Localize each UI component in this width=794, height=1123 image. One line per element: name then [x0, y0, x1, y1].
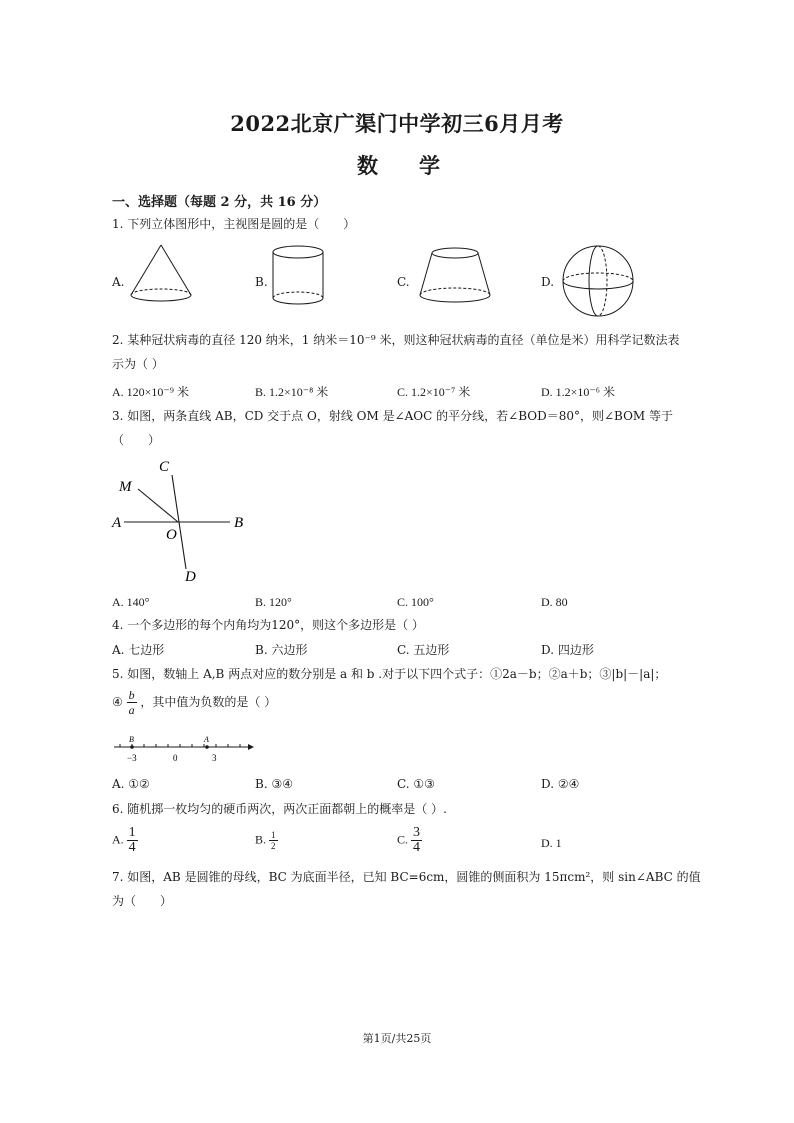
q5-fraction	[127, 688, 137, 717]
q1-option-c: C.	[397, 275, 410, 289]
question-6: 6. 随机掷一枚均匀的硬币两次，两次正面都朝上的概率是（ ）.	[112, 802, 447, 816]
q6-option-a-den: 4	[128, 840, 136, 855]
q6-option-b-den: 2	[271, 841, 276, 851]
section-heading: 一、选择题（每题 2 分，共 16 分）	[112, 195, 327, 210]
q3-option-a: A. 140°	[112, 595, 150, 609]
q4-option-d: D. 四边形	[541, 643, 594, 657]
q6-option-c	[397, 826, 422, 855]
q5-option-b: B. ③④	[255, 777, 293, 791]
q5-item-4-marker: ④	[112, 695, 123, 709]
q6-option-b	[255, 830, 278, 851]
subject-char-2: 学	[419, 153, 440, 178]
label-b: B	[234, 515, 244, 531]
label-m: M	[119, 479, 132, 495]
cone-figure	[126, 243, 196, 305]
question-2-line-1: 2. 某种冠状病毒的直径 120 纳米，1 纳米＝10⁻⁹ 米，则这种冠状病毒的直径（单位是米）用科学记数法表	[112, 333, 680, 347]
q5-option-d: D. ②④	[541, 777, 580, 791]
question-3-line-1: 3. 如图，两条直线 AB，CD 交于点 O，射线 OM 是∠AOC 的平分线，若∠BOD＝80°，则∠BOM 等于	[112, 409, 674, 423]
q1-option-b: B.	[255, 275, 268, 289]
label-o: O	[166, 527, 177, 543]
q6-option-c-prefix: C.	[397, 832, 409, 847]
question-4: 4. 一个多边形的每个内角均为120°，则这个多边形是（ ）	[112, 618, 424, 632]
subject-char-1: 数	[357, 153, 378, 178]
q5-fraction-denominator: a	[128, 703, 135, 717]
q4-option-c: C. 五边形	[397, 643, 450, 657]
q6-option-a-num: 1	[128, 825, 136, 840]
angle-figure	[110, 455, 260, 585]
q4-option-b: B. 六边形	[255, 643, 308, 657]
q1-option-a: A.	[112, 275, 125, 289]
q6-option-a-prefix: A.	[112, 832, 124, 847]
q6-option-b-num: 1	[271, 830, 276, 840]
q6-option-c-den: 4	[413, 840, 421, 855]
q6-option-b-prefix: B.	[255, 832, 267, 847]
numberline-tick-neg3: −3	[127, 753, 137, 763]
page-title: 2022北京广渠门中学初三6月月考	[230, 111, 564, 136]
q6-option-a-fraction	[127, 826, 138, 855]
q2-option-b: B. 1.2×10⁻⁸ 米	[255, 385, 329, 399]
q1-option-d: D.	[541, 275, 555, 289]
label-a: A	[112, 515, 122, 531]
q6-option-c-num: 3	[413, 825, 421, 840]
q6-option-b-fraction	[269, 830, 278, 851]
question-5-line-1: 5. 如图，数轴上 A,B 两点对应的数分别是 a 和 b .对于以下四个式子：①2a－b；②a＋b；③|b|－|a|；	[112, 667, 667, 681]
q2-option-d: D. 1.2×10⁻⁶ 米	[541, 385, 615, 399]
question-5-line-2	[112, 688, 276, 717]
number-line	[112, 733, 257, 765]
page-footer: 第1页/共25页	[362, 1032, 432, 1045]
q6-option-c-fraction	[411, 826, 422, 855]
q3-option-c: C. 100°	[397, 595, 434, 609]
q2-option-c: C. 1.2×10⁻⁷ 米	[397, 385, 471, 399]
numberline-label-a: A	[204, 735, 209, 744]
question-1: 1. 下列立体图形中，主视图是圆的是（ ）	[112, 217, 356, 231]
label-d: D	[185, 569, 196, 585]
q5-fraction-numerator: b	[128, 688, 135, 702]
q6-option-d: D. 1	[541, 836, 562, 850]
question-7-line-2: 为（ ）	[112, 894, 173, 908]
question-3-line-2: （ ）	[112, 433, 161, 447]
q5-option-c: C. ①③	[397, 777, 435, 791]
q5-option-a: A. ①②	[112, 777, 150, 791]
numberline-tick-0: 0	[173, 753, 178, 763]
q3-option-d: D. 80	[541, 595, 568, 609]
numberline-tick-3: 3	[212, 753, 217, 763]
q6-option-a	[112, 826, 138, 855]
q2-option-a: A. 120×10⁻⁹ 米	[112, 385, 189, 399]
q3-option-b: B. 120°	[255, 595, 292, 609]
q5-line-2-suffix: ，其中值为负数的是（ ）	[140, 695, 277, 709]
sphere-figure	[560, 244, 638, 320]
label-c: C	[159, 459, 170, 475]
question-7-line-1: 7. 如图，AB 是圆锥的母线，BC 为底面半径，已知 BC=6cm，圆锥的侧面积为 15πcm²，则 sin∠ABC 的值	[112, 870, 701, 884]
frustum-figure	[417, 245, 493, 307]
numberline-label-b: B	[129, 735, 134, 744]
q4-option-a: A. 七边形	[112, 643, 165, 657]
cylinder-figure	[270, 243, 330, 307]
question-2-line-2: 示为（ ）	[112, 357, 164, 371]
